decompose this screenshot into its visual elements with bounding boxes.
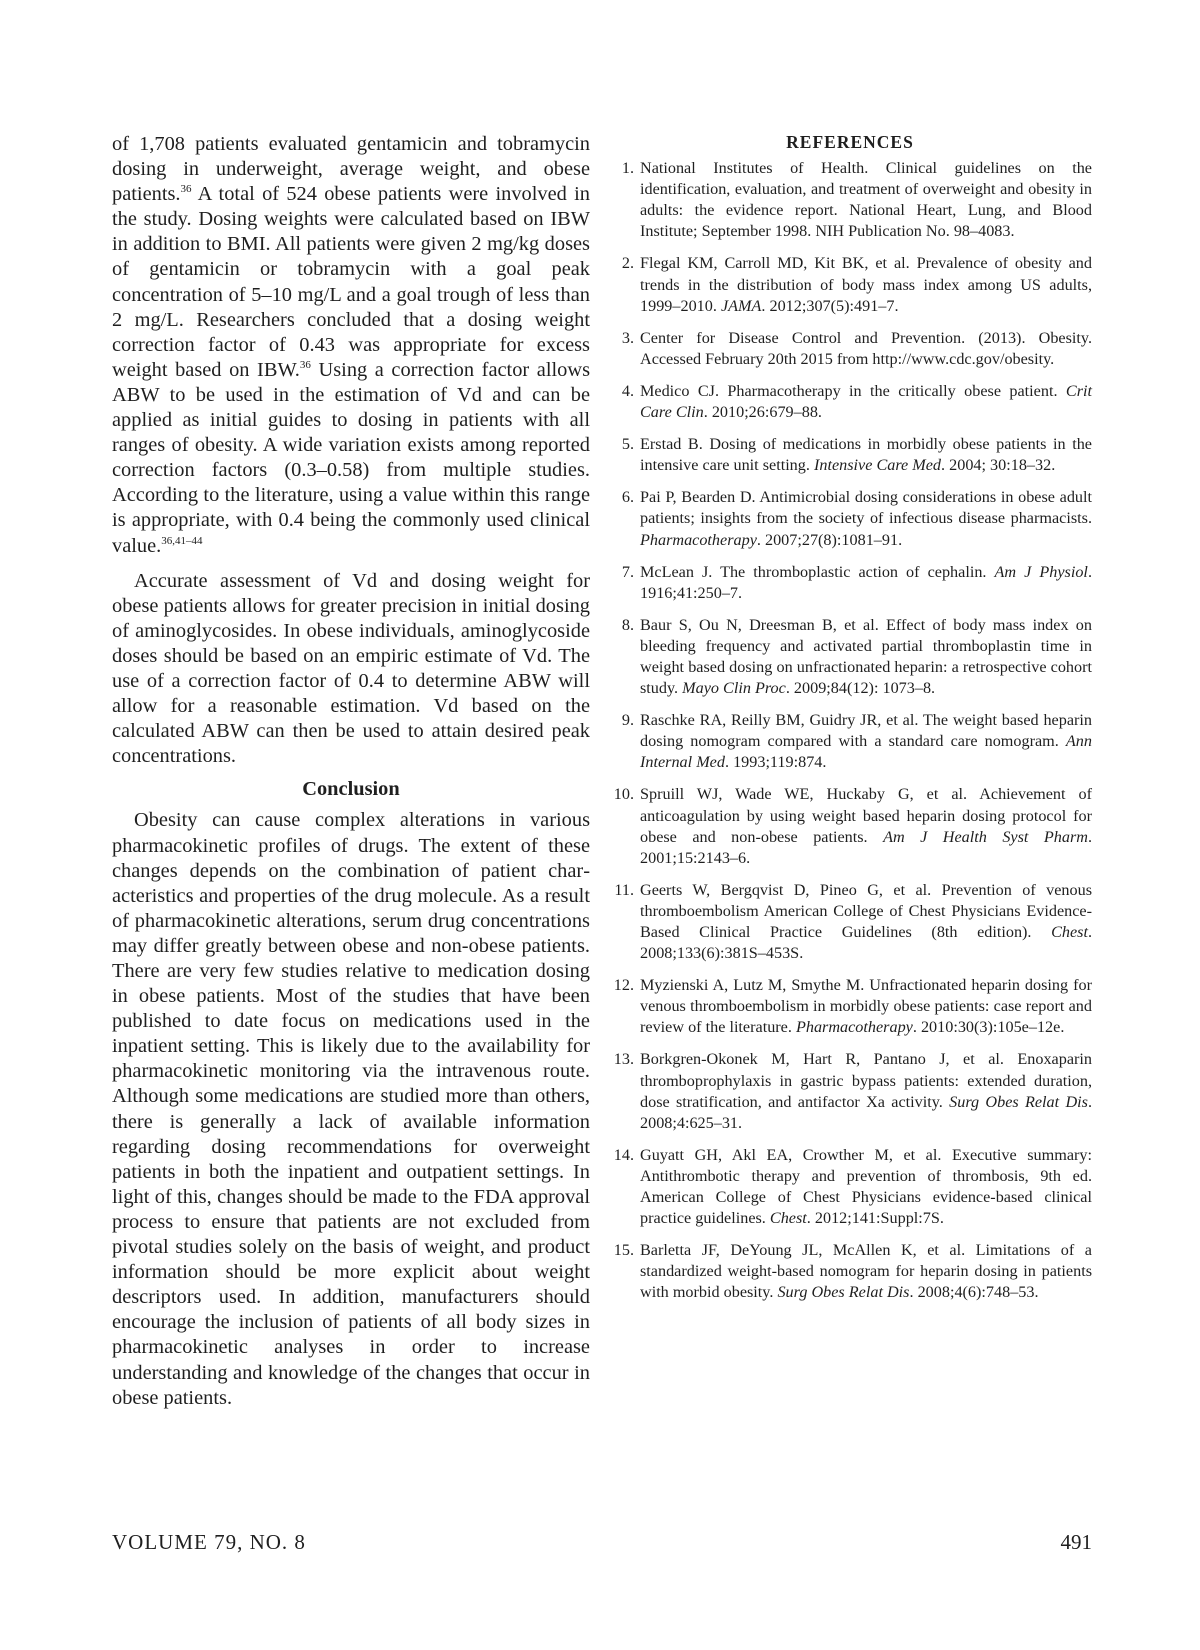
reference-text: Myzienski A, Lutz M, Smythe M. Unfractionated heparin dosing for venous thromboembolism in morbidly obese patients: case report and review of the literature. [640,976,1092,1037]
reference-citation: . 2008;4(6):748–53. [909,1283,1039,1302]
reference-item [608,487,1092,550]
reference-number: 11. [614,880,634,899]
reference-journal: Intensive Care Med [813,456,942,475]
references-heading: REFERENCES [786,132,914,152]
reference-text: McLean J. The thromboplastic action of cephalin. [640,562,995,581]
reference-journal: Pharmacotherapy [640,530,757,549]
body-paragraph: Obesity can cause complex alterations in various pharmacokinetic profiles of drugs. The extent of these changes depends on the combination of patient characteristics and properties of the drug molecule. As a result of pharmacokinetic alterations, serum drug concentrations may differ greatly between obese and non-obese patients. There are very few studies relative to medication dosing in obese patients. Most of the studies that have been published to date focus on medications used in the inpatient setting. This is likely due to the availability for pharmacokinetic monitoring via the intravenous route. Although some medications are studied more than others, there is generally a lack of available information regarding dosing recommendations for overweight patients in both the inpatient and outpatient settings. In light of this, changes should be made to the FDA approval process to ensure that patients are not excluded from pivotal studies solely on the basis of weight, and product information should be more explicit about weight descriptors used. In addition, manufacturers should encourage the inclusion of patients of all body sizes in pharmacokinetic analyses in order to increase understanding and knowledge of the changes that occur in obese patients. [112,809,590,1409]
reference-text: Raschke RA, Reilly BM, Guidry JR, et al. The weight based heparin dosing nomogram compared with a standard care nomogram. [640,711,1092,751]
reference-citation: . 2012;307(5):491–7. [761,296,899,315]
reference-journal: Ann Internal Med [640,732,1092,772]
reference-number: 15. [613,1241,634,1260]
reference-text: Borkgren-Okonek M, Hart R, Pantano J, et al. Enoxaparin thromboprophylaxis in gastric bypass patients: extended duration, dose stratification, and antifactor Xa activity. [640,1050,1092,1111]
reference-number: 8. [621,615,634,634]
reference-item [608,434,1092,476]
reference-item [608,381,1092,423]
citation-superscript: 36,41–44 [161,534,203,547]
reference-number: 6. [621,488,634,507]
reference-item [608,1049,1092,1133]
reference-citation: . 2010;26:679–88. [703,403,822,422]
reference-number: 13. [613,1050,634,1069]
reference-citation: . 2012;141:Suppl:7S. [806,1209,944,1228]
body-text: Using a correction factor allows ABW to be used in the estimation of Vd and can be applied as initial guides to dosing in patients with all ranges of obesity. A wide variation exists among reported correction factors (0.3–0.58) from multiple studies. According to the literature, using a value within this range is appropriate, with 0.4 being the commonly used clinical value. [112,358,591,557]
reference-text: Geerts W, Bergqvist D, Pineo G, et al. Prevention of venous thromboembolism American College of Chest Physicians Evidence-Based Clinical Practice Guidelines (8th edition). [640,880,1092,941]
reference-item [608,784,1092,868]
reference-citation: . 1916;41:250–7. [640,562,1092,602]
references-column [608,132,1092,1315]
reference-item [608,253,1092,316]
reference-text: Medico CJ. Pharmacotherapy in the critically obese patient. [640,381,1066,400]
reference-journal: Pharmacotherapy [795,1018,913,1037]
reference-item [608,562,1092,604]
reference-item [608,880,1092,964]
body-text: A total of 524 obese patients were involved in the study. Dosing weights were calculated based on IBW in addition to BMI. All patients were given 2 mg/kg doses of gentamicin or tobramycin with a goal peak concentration of 5–10 mg/L and a goal trough of less than 2 mg/L. Researchers concluded that a dosing weight correction factor of 0.43 was appropriate for excess weight based on IBW. [112,183,590,381]
reference-journal: Crit Care Clin [640,381,1092,422]
reference-item [608,328,1092,370]
reference-number: 5. [621,435,634,454]
reference-text: Spruill WJ, Wade WE, Huckaby G, et al. Achievement of anticoagulation by using weight based heparin dosing protocol for obese and non-obese patients. [640,785,1092,846]
reference-text: Flegal KM, Carroll MD, Kit BK, et al. Prevalence of obesity and trends in the distribution of body mass index among US adults, 1999–2010. [640,254,1092,315]
reference-journal: Chest [1051,923,1088,941]
reference-journal: JAMA [720,296,762,315]
reference-number: 2. [621,254,634,273]
reference-citation: . 2007;27(8):1081–91. [756,530,903,549]
reference-text: Center for Disease Control and Prevention. (2013). Obesity. Accessed February 20th 2015 from http://www.cdc.gov/obesity. [640,328,1092,368]
reference-text: National Institutes of Health. Clinical guidelines on the identification, evaluation, and treatment of overweight and obesity in adults: the evidence report. National Heart, Lung, and Blood Institute; September 1998. NIH Publication No. 98–4083. [640,159,1092,241]
reference-text: Pai P, Bearden D. Antimicrobial dosing considerations in obese adult patients; insights from the society of infectious disease pharmacists. [640,488,1092,528]
reference-item [608,1145,1092,1229]
reference-journal: Am J Physiol [994,562,1088,581]
reference-citation: . 1993;119:874. [724,753,827,772]
reference-journal: Surg Obes Relat Dis [777,1283,910,1302]
left-column [112,132,590,1411]
reference-citation: . 2001;15:2143–6. [640,827,1092,867]
reference-text: Baur S, Ou N, Dreesman B, et al. Effect of body mass index on bleeding frequency and activated partial thromboplastin time in weight based dosing on unfractionated heparin: a retrospective cohort study. [640,615,1092,698]
reference-number: 10. [613,785,634,804]
reference-number: 14. [613,1145,634,1164]
reference-text: Guyatt GH, Akl EA, Crowther M, et al. Executive summary: Antithrombotic therapy and prevention of thrombosis, 9th ed. American College of Chest Physicians evidence-based clinical practice guidelines. [640,1145,1092,1228]
body-paragraph: Accurate assessment of Vd and dosing weight for obese patients allows for greater precision in initial dosing of aminoglycosides. In obese individuals, aminoglycoside doses should be based on an empiric estimate of Vd. The use of a correction factor of 0.4 to determine ABW will allow for a reasonable estimation. Vd based on the calculated ABW can then be used to attain desired peak concentrations. [112,569,590,768]
reference-number: 3. [621,328,634,347]
page-number: 491 [1060,1530,1092,1554]
reference-text: Erstad B. Dosing of medications in morbidly obese patients in the intensive care unit setting. [640,435,1092,475]
citation-superscript: 36 [299,358,311,371]
reference-citation: . 2009;84(12): 1073–8. [785,679,936,698]
reference-citation: . 2004; 30:18–32. [941,456,1056,475]
reference-item [608,615,1092,699]
reference-list [608,158,1092,1303]
reference-item [608,158,1092,242]
reference-item [608,975,1092,1038]
reference-citation: . 2008;4:625–31. [640,1092,1092,1132]
reference-number: 9. [621,711,634,730]
reference-citation: . 2008;133(6):381S–453S. [640,923,1092,963]
reference-journal: Am J Health Syst Pharm [883,827,1088,846]
body-text: of 1,708 patients evaluated gentamicin and tobramycin dosing in underweight, average weight, and obese patients. [112,133,590,206]
footer-volume: VOLUME 79, NO. 8 [112,1530,306,1554]
reference-number: 7. [621,562,634,581]
reference-text: Barletta JF, DeYoung JL, McAllen K, et al. Limitations of a standardized weight-based nomogram for heparin dosing in patients with morbid obesity. [640,1241,1092,1302]
reference-journal: Surg Obes Relat Dis [949,1092,1088,1111]
citation-superscript: 36 [180,183,192,196]
reference-item [608,710,1092,773]
reference-number: 12. [613,976,634,995]
reference-journal: Chest [769,1209,807,1228]
section-heading-conclusion: Conclusion [302,778,400,801]
reference-citation: . 2010:30(3):105e–12e. [912,1018,1065,1037]
reference-number: 4. [621,381,634,400]
reference-journal: Mayo Clin Proc [682,679,786,698]
reference-item [608,1240,1092,1303]
reference-number: 1. [621,159,634,178]
body-paragraph [112,132,590,559]
